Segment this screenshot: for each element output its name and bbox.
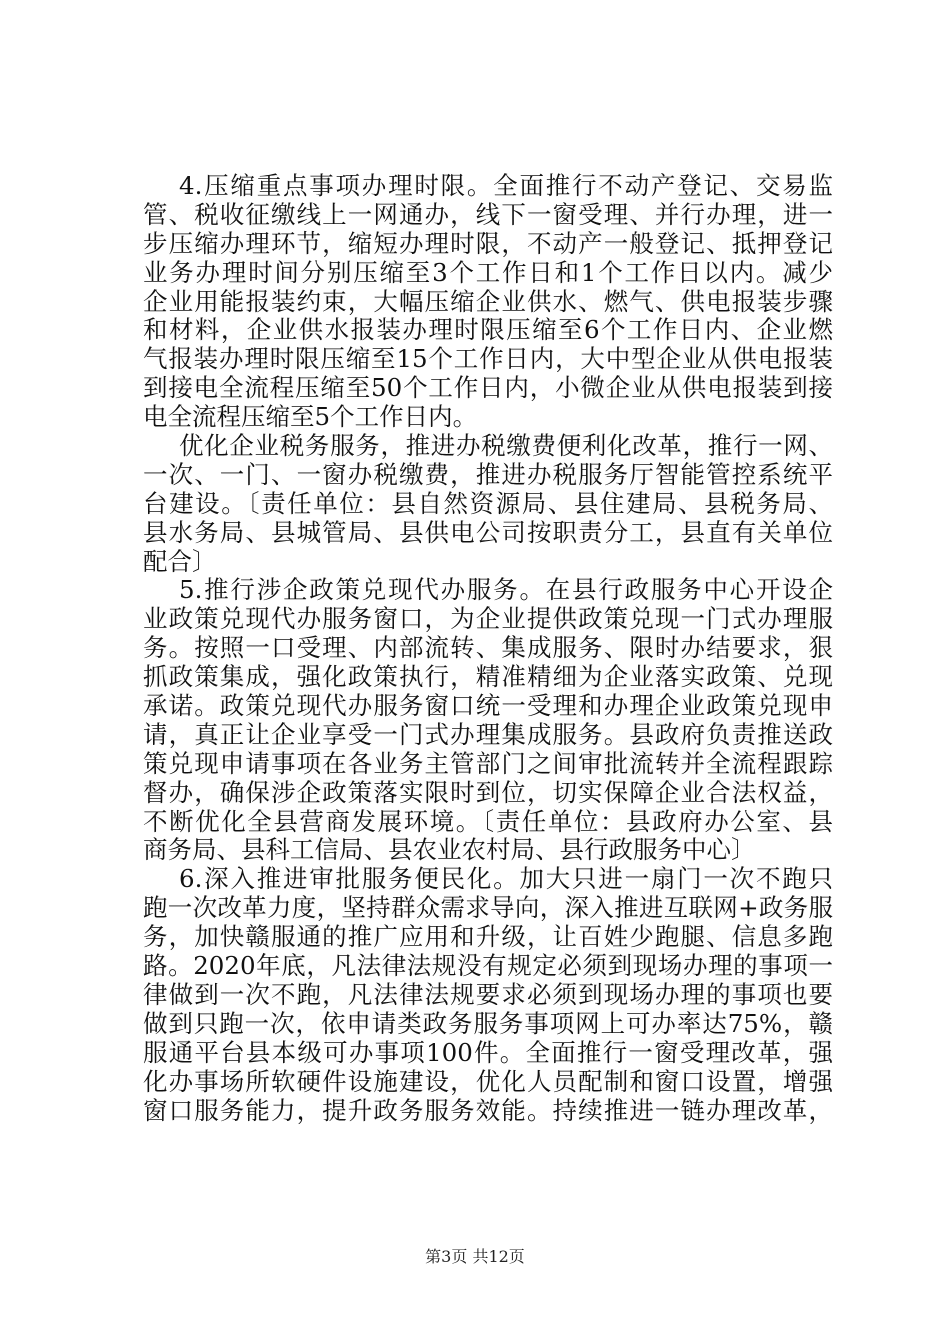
text-line: 一次、一门、一窗办税缴费，推进办税服务厅智能管控系统平 [143, 459, 833, 489]
text-line: 做到只跑一次，依申请类政务服务事项网上可办率达75%，赣 [143, 1008, 833, 1038]
text-line: 商务局、县科工信局、县农业农村局、县行政服务中心〕 [143, 835, 756, 865]
page-footer: 第3页 共12页 [425, 1247, 525, 1266]
text-line: 跑一次改革力度，坚持群众需求导向，深入推进互联网+政务服 [143, 893, 833, 923]
text-line: 5.推行涉企政策兑现代办服务。在县行政服务中心开设企 [179, 575, 833, 605]
text-line: 台建设。〔责任单位：县自然资源局、县住建局、县税务局、 [143, 488, 833, 518]
text-line: 不断优化全县营商发展环境。〔责任单位：县政府办公室、县 [143, 806, 833, 836]
text-line: 务，加快赣服通的推广应用和升级，让百姓少跑腿、信息多跑 [143, 922, 833, 952]
text-line: 配合〕 [143, 546, 217, 576]
text-line: 律做到一次不跑，凡法律法规要求必须到现场办理的事项也要 [143, 979, 833, 1009]
text-line: 4.压缩重点事项办理时限。全面推行不动产登记、交易监 [179, 171, 833, 200]
text-line: 务。按照一口受理、内部流转、集成服务、限时办结要求，狠 [143, 633, 833, 663]
text-line: 步压缩办理环节，缩短办理时限，不动产一般登记、抵押登记 [143, 228, 833, 258]
text-line: 窗口服务能力，提升政务服务效能。持续推进一链办理改革， [143, 1095, 833, 1125]
text-line: 6.深入推进审批服务便民化。加大只进一扇门一次不跑只 [179, 864, 833, 894]
text-line: 承诺。政策兑现代办服务窗口统一受理和办理企业政策兑现申 [143, 691, 833, 721]
text-line: 请，真正让企业享受一门式办理集成服务。县政府负责推送政 [143, 719, 833, 749]
text-line: 县水务局、县城管局、县供电公司按职责分工，县直有关单位 [143, 517, 833, 547]
text-line: 化办事场所软硬件设施建设，优化人员配制和窗口设置，增强 [143, 1066, 833, 1096]
text-line: 管、税收征缴线上一网通办，线下一窗受理、并行办理，进一 [143, 199, 833, 229]
text-line: 路。2020年底，凡法律法规没有规定必须到现场办理的事项一 [143, 951, 833, 981]
text-line: 和材料，企业供水报装办理时限压缩至6个工作日内、企业燃 [143, 315, 833, 345]
text-line: 督办，确保涉企政策落实限时到位，切实保障企业合法权益， [143, 777, 833, 807]
text-line: 服通平台县本级可办事项100件。全面推行一窗受理改革，强 [143, 1037, 833, 1067]
text-line: 策兑现申请事项在各业务主管部门之间审批流转并全流程跟踪 [143, 748, 833, 778]
text-line: 业务办理时间分别压缩至3个工作日和1个工作日以内。减少 [143, 257, 833, 287]
text-line: 抓政策集成，强化政策执行，精准精细为企业落实政策、兑现 [143, 662, 833, 692]
text-line: 企业用能报装约束，大幅压缩企业供水、燃气、供电报装步骤 [143, 286, 833, 316]
body-text [143, 172, 833, 1125]
text-line: 到接电全流程压缩至50个工作日内，小微企业从供电报装到接 [143, 373, 833, 403]
text-line: 业政策兑现代办服务窗口，为企业提供政策兑现一门式办理服 [143, 604, 833, 634]
text-line: 优化企业税务服务，推进办税缴费便利化改革，推行一网、 [179, 431, 833, 461]
text-line: 电全流程压缩至5个工作日内。 [143, 402, 478, 432]
text-line: 气报装办理时限压缩至15个工作日内，大中型企业从供电报装 [143, 344, 833, 374]
